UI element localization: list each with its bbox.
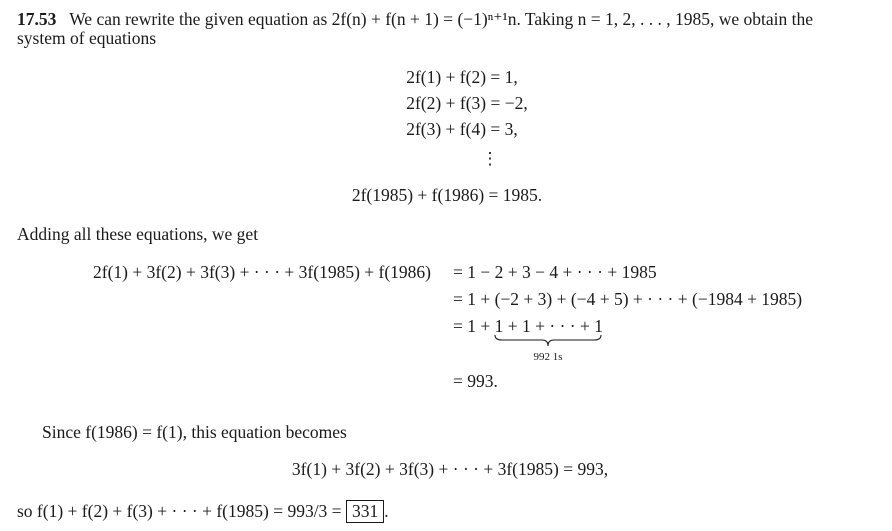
system-eq-1: 2f(1) + f(2) = 1,: [406, 67, 518, 87]
sum-rhs-3-braced: 1 + 1 + · · · + 1: [494, 316, 603, 336]
sum-rhs-3: [453, 318, 603, 336]
since-text: Since f(1986) = f(1), this equation becomes: [42, 422, 347, 442]
sum-rhs-3-prefix: = 1 +: [453, 316, 491, 336]
adding-intro: Adding all these equations, we get: [17, 224, 259, 244]
vertical-ellipsis: ⋮: [481, 149, 499, 168]
conclusion-suffix: .: [384, 501, 389, 521]
intro-line-2: system of equations: [17, 28, 157, 48]
system-eq-2: 2f(2) + f(3) = −2,: [406, 93, 528, 113]
system-eq-3: 2f(3) + f(4) = 3,: [406, 119, 518, 139]
system-eq-last: 2f(1985) + f(1986) = 1985.: [351, 185, 543, 205]
sum-rhs-4: = 993.: [453, 371, 498, 391]
conclusion-line: [17, 500, 389, 523]
problem-number: 17.53: [17, 9, 57, 29]
underbrace: [494, 334, 602, 348]
since-equation: 3f(1) + 3f(2) + 3f(3) + · · · + 3f(1985) = 993,: [291, 459, 609, 479]
sum-rhs-2: = 1 + (−2 + 3) + (−4 + 5) + · · · + (−1984 + 1985): [453, 289, 803, 309]
sum-lhs: 2f(1) + 3f(2) + 3f(3) + · · · + 3f(1985) + f(1986): [93, 262, 431, 282]
answer-box: 331: [346, 500, 384, 523]
conclusion-prefix: so f(1) + f(2) + f(3) + · · · + f(1985) = 993/3 =: [17, 501, 342, 521]
intro-text: We can rewrite the given equation as 2f(n) + f(n + 1) = (−1)ⁿ⁺¹n. Taking n = 1, 2, . . . , 1985, we obtain the: [69, 9, 814, 29]
intro-line-1: [17, 11, 813, 29]
underbrace-label: 992 1s: [533, 351, 563, 363]
sum-rhs-1: = 1 − 2 + 3 − 4 + · · · + 1985: [453, 262, 657, 282]
